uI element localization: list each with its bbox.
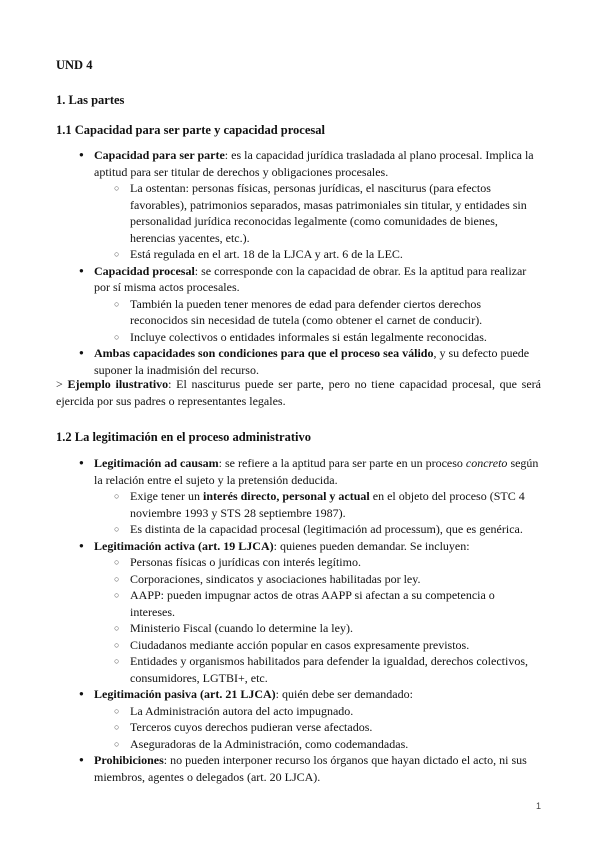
sub-list-item: ○ También la pueden tener menores de edad para defender ciertos derechos reconocidos sin necesidad de tutela (como obtener el carnet de conducir). — [56, 296, 541, 329]
definition: : se corresponde con la capacidad de obrar. Es la aptitud para realizar por sí misma actos procesales. — [94, 263, 527, 294]
sub-list-item: ○ La ostentan: personas físicas, personas jurídicas, el nasciturus (para efectos favorables), patrimonios separados, masas patrimoniales sin titular, y entidades sin personalidad jurídica reconocidas legalmente (como comunidades de bienes, herencias yacentes, etc.). — [56, 180, 541, 246]
list-item — [56, 538, 541, 687]
page-number: 1 — [536, 801, 542, 811]
emphasis: concreto — [465, 456, 508, 470]
subsection-heading: 1.2 La legitimación en el proceso administrativo — [56, 430, 311, 444]
sub-list-item: ○ Ciudadanos mediante acción popular en casos expresamente previstos. — [56, 637, 541, 654]
text: en el objeto del proceso (STC 4 noviembre 1993 y STS 28 septiembre 1987). — [130, 489, 525, 520]
sub-list-item: ○ Terceros cuyos derechos pudieran verse afectados. — [56, 719, 541, 736]
term: Ambas capacidades son condiciones para que el proceso sea válido — [94, 346, 434, 360]
list-item — [56, 686, 541, 752]
sub-list-item: ○ Está regulada en el art. 18 de la LJCA y art. 6 de la LEC. — [56, 246, 541, 263]
list-item — [56, 752, 541, 785]
list-item — [56, 345, 541, 378]
subsection-heading: 1.1 Capacidad para ser parte y capacidad procesal — [56, 123, 325, 137]
sub-list-item: ○ Incluye colectivos o entidades informales si están legalmente reconocidas. — [56, 329, 541, 346]
term: Legitimación ad causam — [94, 456, 219, 470]
definition: : El nasciturus puede ser parte, pero no tiene capacidad procesal, que será ejercida por sus padres o representantes legales. — [56, 377, 541, 408]
definition: , y su defecto puede suponer la inadmisión del recurso. — [94, 346, 530, 377]
term: Ejemplo ilustrativo — [67, 377, 169, 391]
sub-list-item: ○ Entidades y organismos habilitados para defender la igualdad, derechos colectivos, consumidores, LGTBI+, etc. — [56, 653, 541, 686]
sub-list-item: ○ Ministerio Fiscal (cuando lo determine la ley). — [56, 620, 541, 637]
bullet-list — [56, 455, 541, 785]
example-paragraph — [56, 376, 541, 409]
term: Capacidad para ser parte — [94, 148, 225, 162]
prefix: > — [56, 377, 68, 391]
sub-list-item: ○ Corporaciones, sindicatos y asociaciones habilitadas por ley. — [56, 571, 541, 588]
sub-list-item — [56, 488, 541, 521]
term: Legitimación pasiva (art. 21 LJCA) — [94, 687, 276, 701]
section-heading: 1. Las partes — [56, 93, 125, 107]
term: interés directo, personal y actual — [202, 489, 370, 503]
definition: : se refiere a la aptitud para ser parte en un proceso — [218, 456, 466, 470]
list-item — [56, 263, 541, 346]
term: Capacidad procesal — [94, 263, 195, 278]
term: Legitimación activa (art. 19 LJCA) — [94, 538, 274, 553]
definition: : quién debe ser demandado: — [275, 687, 413, 701]
definition: según la relación entre el sujeto y la pretensión deducida. — [94, 456, 539, 487]
sub-list-item: ○ Es distinta de la capacidad procesal (legitimación ad processum), que es genérica. — [56, 521, 541, 538]
list-item — [56, 147, 541, 263]
sub-list-item: ○ Personas físicas o jurídicas con interés legítimo. — [56, 554, 541, 571]
definition: : es la capacidad jurídica trasladada al plano procesal. Implica la aptitud para ser titular de derechos y obligaciones procesales. — [94, 148, 534, 179]
sub-list-item: ○ AAPP: pueden impugnar actos de otras AAPP si afectan a su competencia o intereses. — [56, 587, 541, 620]
term: Prohibiciones — [94, 753, 164, 767]
document-title: UND 4 — [56, 58, 93, 72]
text: Exige tener un — [130, 489, 203, 503]
bullet-list — [56, 147, 541, 378]
sub-list-item: ○ La Administración autora del acto impugnado. — [56, 703, 541, 720]
definition: : quienes pueden demandar. Se incluyen: — [273, 538, 470, 553]
list-item — [56, 455, 541, 538]
definition: : no pueden interponer recurso los órganos que hayan dictado el acto, ni sus miembros, agentes o delegados (art. 20 LJCA). — [94, 753, 527, 784]
sub-list-item: ○ Aseguradoras de la Administración, como codemandadas. — [56, 736, 541, 753]
